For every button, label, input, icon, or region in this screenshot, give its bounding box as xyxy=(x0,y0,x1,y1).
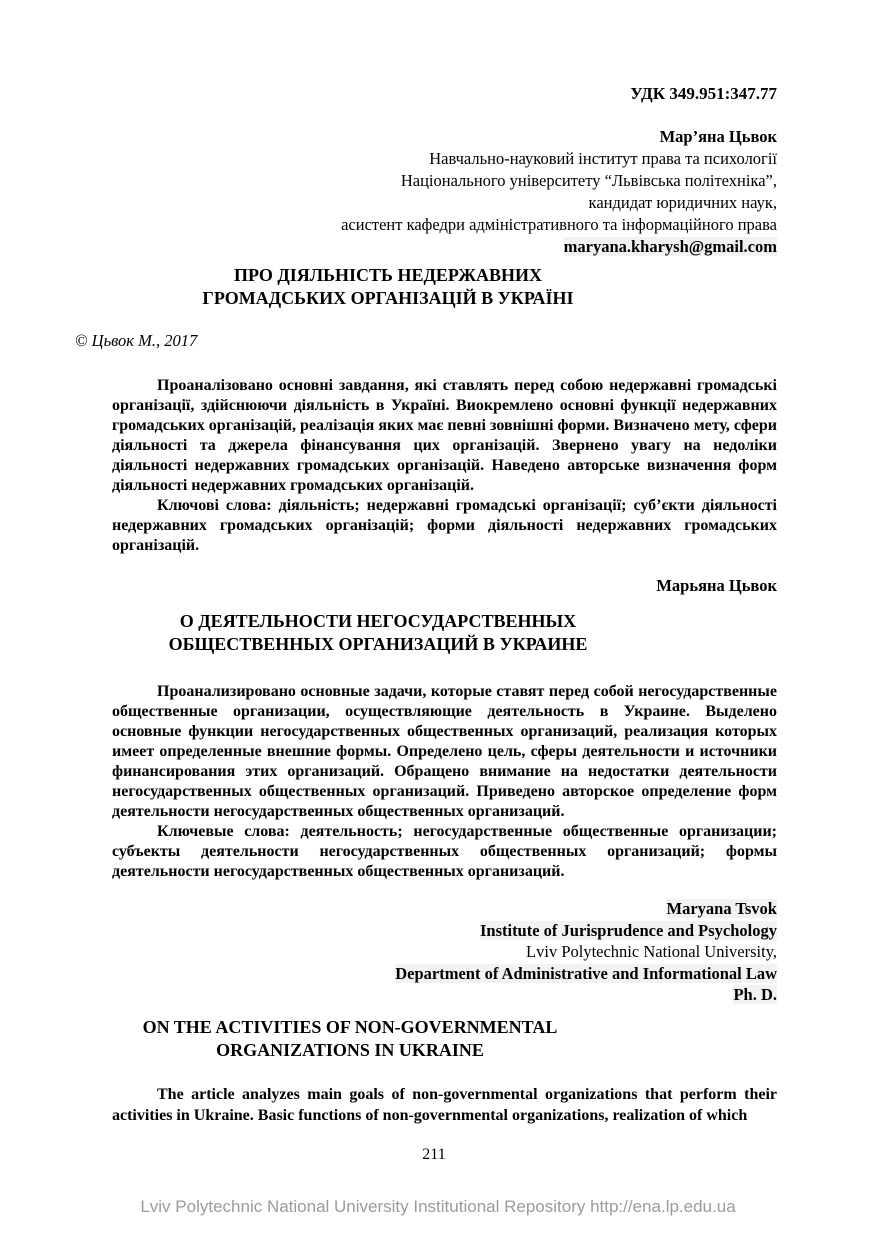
abstract-ua: Проаналізовано основні завдання, які ставлять перед собою недержавні громадські організації, здійснюючи діяльність в Україні. Виокремлено основні функції недержавних громадських організацій, реалізація яких має певні зовнішні форми. Визначено мету, сфери діяльності та джерела фінансування цих організацій. Звернено увагу на недоліки діяльності недержавних громадських організацій. Наведено авторське визначення форм діяльності недержавних громадських організацій. xyxy=(112,377,777,494)
article-title-ru-line1: О ДЕЯТЕЛЬНОСТИ НЕГОСУДАРСТВЕННЫХ xyxy=(179,611,577,631)
copyright-note: © Цьвок М., 2017 xyxy=(75,331,198,350)
abstract-ru: Проанализировано основные задачи, которые ставят перед собой негосударственные общественные организации, осуществляющие деятельность в Украине. Выделено основные функции негосударственных общественных организаций, реализация которых имеет определенные внешние формы. Определено цель, сферы деятельности и источники финансирования этих организаций. Обращено внимание на недостатки деятельности негосударственных общественных организаций. Приведено авторское определение форм деятельности негосударственных общественных организаций. xyxy=(112,683,777,820)
article-title-en-line1: ON THE ACTIVITIES OF NON-GOVERNMENTAL xyxy=(142,1016,558,1037)
article-title-ru-line2: ОБЩЕСТВЕННЫХ ОРГАНИЗАЦИЙ В УКРАИНЕ xyxy=(168,634,588,654)
department-line-en: Department of Administrative and Informational Law xyxy=(395,963,777,983)
affiliation-line: Національного університету “Львівська політехніка”, xyxy=(400,171,777,190)
author-name-en-line xyxy=(112,898,777,920)
article-title-ua-line1: ПРО ДІЯЛЬНІСТЬ НЕДЕРЖАВНИХ xyxy=(233,265,543,285)
author-block-ua xyxy=(112,126,777,258)
author-name-ru: Марьяна Цьвок xyxy=(656,576,777,595)
article-title-ua-line2: ГРОМАДСЬКИХ ОРГАНІЗАЦІЙ В УКРАЇНІ xyxy=(202,288,574,308)
keywords-ua: Ключові слова: діяльність; недержавні громадські організації; суб’єкти діяльності недержавних громадських організацій; форми діяльності недержавних громадських організацій. xyxy=(112,497,777,554)
degree-line xyxy=(112,984,777,1006)
affiliation-line xyxy=(112,920,777,942)
affiliation-line: Lviv Polytechnic National University, xyxy=(526,942,777,961)
affiliation-line: асистент кафедри адміністративного та інформаційного права xyxy=(341,215,777,234)
author-name-en: Maryana Tsvok xyxy=(666,899,777,918)
author-email-line xyxy=(112,236,777,258)
degree-en: Ph. D. xyxy=(733,985,777,1004)
author-block-en xyxy=(112,898,777,1006)
abstract-en: The article analyzes main goals of non-governmental organizations that perform their activities in Ukraine. Basic functions of non-governmental organizations, realization of which xyxy=(112,1085,777,1124)
udc-code: УДК 349.951:347.77 xyxy=(630,84,777,103)
keywords-ru: Ключевые слова: деятельность; негосударственные общественные организации; субъекты деятельности негосударственных общественных организаций; формы деятельности негосударственных общественных организаций. xyxy=(112,823,777,880)
article-title-en xyxy=(112,1016,588,1062)
institute-line-en: Institute of Jurisprudence and Psychology xyxy=(479,920,777,940)
affiliation-line xyxy=(112,963,777,985)
repository-footer: Lviv Polytechnic National University Institutional Repository http://ena.lp.edu.ua xyxy=(140,1197,736,1216)
affiliation-line: кандидат юридичних наук, xyxy=(588,193,777,212)
page-number: 211 xyxy=(422,1145,446,1163)
author-name-ua: Мар’яна Цьвок xyxy=(659,127,777,146)
article-title-en-line2: ORGANIZATIONS IN UKRAINE xyxy=(216,1039,484,1060)
author-email: maryana.kharysh@gmail.com xyxy=(563,237,777,256)
affiliation-line: Навчально-науковий інститут права та психології xyxy=(429,149,777,168)
article-title-ru xyxy=(112,610,644,656)
article-title-ua xyxy=(112,264,664,310)
